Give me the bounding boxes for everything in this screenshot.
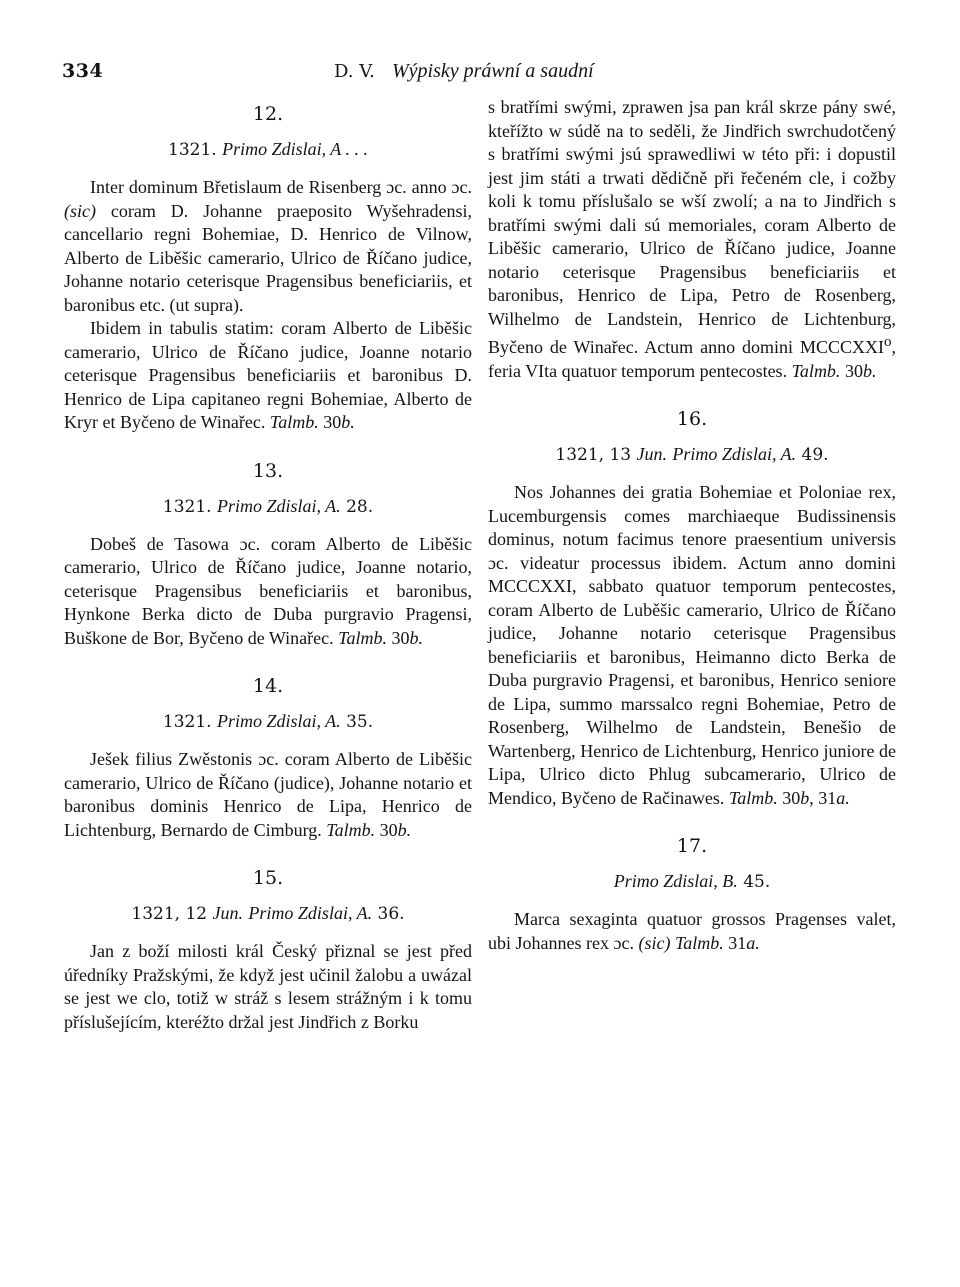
text-run: Ješek filius Zwěstonis ɔc. coram Alberto de Liběšic camerario, Ulrico de Říčano (judice), Johanne notario et baronibus dominis Henrico de Lipa, Henrico de Lichtenburg, Bernardo de Cimburg.: [64, 749, 472, 840]
entry-date-line: [488, 864, 896, 898]
entry-folio: 28.: [346, 496, 374, 517]
entry-number: 15.: [252, 867, 284, 889]
entry-folio: 35.: [346, 712, 374, 732]
entry-number: 14.: [252, 675, 284, 697]
text-run: coram D. Johanne praeposito Wyšehradensi, cancellario regni Bohemiae, D. Henrico de Vilnow, Alberto de Liběšic camerario, Ulrico de Říčano judice, Johanne notario ceterisque Pragensibus beneficiariis, et baronibus etc. (ut supra).: [64, 200, 472, 315]
entry-text: [488, 96, 896, 383]
entry-folio: 49.: [801, 445, 829, 465]
entry-folio: 36.: [377, 904, 405, 924]
text-run: Nos Johannes dei gratia Bohemiae et Poloniae rex, Lucemburgensis comes marchiaeque Budissinensis dominus, notum facimus tenore praesentium universis ɔc. videatur processus ibidem. Actum anno domini MCCCXXI, sabbato quatuor temporum pentecostes, coram Alberto de Luběšic camerario, Ulrico de Říčano judice, Johanne notario ceterisque Pragensibus beneficiariis et baronibus, Heimanno dicto Berka de Duba purgravio Pragensi, et baronibus, Henrico seniore de Lipa, summo marssalco regni Bohemiae, Petro de Rosenberg, Wilhelmo de Landstein, Benešio de Wartenberg, Henrico de Lichtenburg, Henrico juniore de Lipa, Ulrico dicto Phlug subcamerario, Ulrico de Mendico, Byčeno de Račinawes.: [488, 482, 896, 808]
entry-16: [488, 401, 896, 810]
entry-month: Jun.: [212, 903, 244, 923]
entry-text: [64, 317, 472, 435]
entry-date: 1321.: [162, 496, 212, 517]
folio: 30: [375, 819, 398, 840]
entry-number: 12.: [252, 103, 284, 125]
entry-source: Primo Zdislai, B.: [613, 871, 738, 891]
section-label: D. V.: [334, 61, 375, 82]
entry-number: 16.: [676, 408, 708, 430]
entry-text: [64, 533, 472, 651]
folio-side: b: [800, 787, 810, 808]
text-run: Marca sexaginta quatuor grossos Pragenses valet, ubi Johannes rex ɔc.: [488, 909, 896, 953]
entry-folio: 45.: [743, 872, 771, 892]
sic-note: (sic): [638, 932, 671, 953]
left-column: [64, 96, 472, 1034]
entry-source: Primo Zdislai, A.: [672, 444, 797, 464]
entry-source: Primo Zdislai, A.: [216, 495, 341, 516]
text-run: , feria VIta quatuor temporum pentecostes.: [488, 337, 896, 381]
entry-text: Jan z boží milosti král Český přiznal se jest před úředníky Pražskými, že když jest učinil žalobu a uwázal se jest we clo, totiž w stráž s lesem strážným i k tomu příslušejícím, kteréžto držal jest Jindřich z Borku: [64, 941, 472, 1032]
right-column: [488, 96, 896, 955]
source-ref: Talmb.: [674, 932, 724, 953]
section-title: Wýpisky práwní a saudní: [391, 60, 594, 82]
source-ref: Talmb.: [728, 787, 778, 808]
entry-text: [488, 908, 896, 955]
entry-text: [64, 176, 472, 317]
folio: , 31: [809, 787, 837, 808]
text-run: Dobeš de Tasowa ɔc. coram Alberto de Liběšic camerario, Ulrico de Říčano judice, Joanne notario, ceterisque Pragensibus beneficiariis et baronibus, Hynkone Berka dicto de Duba purgravio Pragensi, Buškone de Bor, Byčeno de Winařec.: [64, 533, 472, 648]
folio-side: b.: [397, 819, 412, 840]
folio-side: a.: [836, 787, 850, 808]
entry-number: 17.: [676, 835, 708, 857]
source-ref: Talmb.: [338, 627, 388, 648]
entry-date-line: [64, 704, 472, 738]
running-title: [334, 60, 594, 83]
entry-12: [64, 96, 472, 435]
text-run: Ibidem in tabulis statim: coram Alberto de Liběšic camerario, Ulrico de Říčano judice, Joanne notario ceterisque Pragensibus beneficiariis et baronibus D. Henrico de Lipa capitaneo regni Bohemiae, Alberto de Kryr et Byčeno de Winařec.: [64, 318, 472, 432]
page-number: 334: [62, 60, 104, 82]
sic-note: (sic): [64, 200, 96, 221]
entry-date: 1321, 13: [555, 445, 632, 465]
entry-date-line: [64, 896, 472, 930]
source-ref: Talmb.: [269, 412, 319, 432]
entry-15-continued: [488, 96, 896, 383]
entry-month: Jun.: [636, 444, 668, 464]
entry-date-line: [488, 437, 896, 471]
folio: 31: [723, 932, 747, 953]
entry-13: [64, 453, 472, 651]
folio-side: b.: [862, 360, 877, 381]
folio: 30: [318, 412, 342, 432]
entry-source: Primo Zdislai, A . . .: [222, 139, 368, 159]
entry-date-line: [64, 132, 472, 166]
folio-side: a.: [746, 932, 760, 953]
running-header: [62, 60, 898, 90]
entry-date: 1321, 12: [131, 904, 208, 924]
entry-number: 13.: [252, 459, 284, 482]
source-ref: Talmb.: [326, 819, 376, 840]
text-run: Inter dominum Břetislaum de Risenberg ɔc. anno ɔc.: [90, 177, 472, 197]
folio-side: b.: [341, 412, 355, 432]
folio: 30: [387, 627, 410, 648]
folio: 30: [777, 787, 801, 808]
entry-15: [64, 860, 472, 1034]
folio: 30: [840, 360, 863, 381]
entry-source: Primo Zdislai, A.: [248, 903, 373, 923]
entry-text: [488, 481, 896, 810]
entry-source: Primo Zdislai, A.: [216, 711, 341, 731]
text-run: s bratřími swými, zprawen jsa pan král skrze pány swé, kteřížto w súdě na to seděli, že Jindřich swrchudotčený s bratřími swými jsú sprawedliwi w této při: i dopustil jest jim státi a trwati dědičně při řečeném cle, i cožby koli k tomu příslušalo se wší zwolí; a na to Jindřich s bratřími swými dali sú memoriales, coram Alberto de Liběšic camerario, Ulrico de Říčano judice, Joanne notario ceterisque Pragensibus beneficiariis et baronibus, Henrico de Lipa, Petro de Rosenberg, Wilhelmo de Landstein, Henrico de Lichtenburg, Byčeno de Winařec. Actum anno domini MCCCXXI: [488, 97, 896, 357]
source-ref: Talmb.: [791, 360, 841, 381]
entry-date: 1321.: [162, 712, 212, 732]
folio-side: b.: [409, 627, 424, 648]
entry-date-line: [64, 489, 472, 523]
entry-date: 1321.: [168, 140, 217, 160]
entry-text: [64, 748, 472, 842]
entry-17: [488, 828, 896, 955]
superscript: o: [884, 334, 892, 350]
entry-14: [64, 668, 472, 842]
